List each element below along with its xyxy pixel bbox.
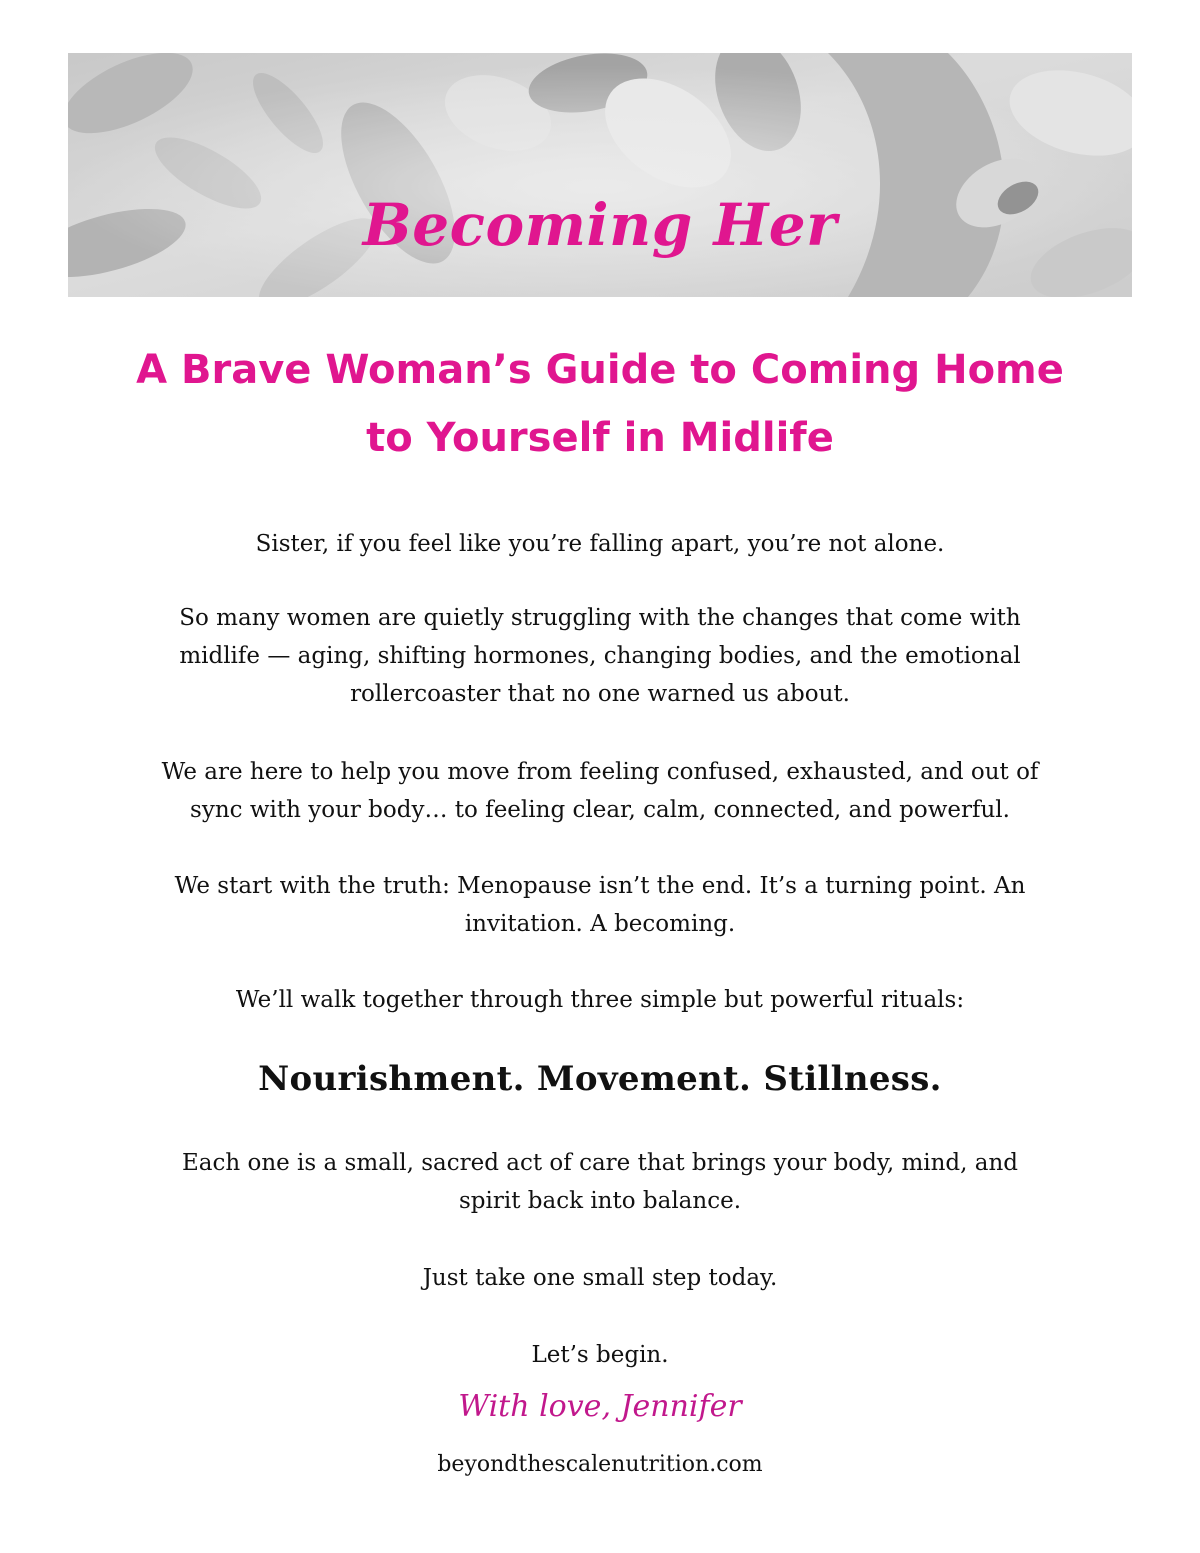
step-paragraph: [90, 1259, 1110, 1297]
truth-line-1: We start with the truth: Menopause isn’t the end. It’s a turning point. An: [174, 873, 1026, 899]
rituals-pillars: Nourishment. Movement. Stillness.: [258, 1059, 942, 1099]
signature: With love, Jennifer: [458, 1389, 742, 1424]
care-paragraph: [90, 1144, 1110, 1220]
care-line-1: Each one is a small, sacred act of care that brings your body, mind, and: [181, 1150, 1019, 1176]
struggle-paragraph: [90, 599, 1110, 713]
help-line-1: We are here to help you move from feeling confused, exhausted, and out of: [161, 759, 1039, 785]
struggle-line-1: So many women are quietly struggling with the changes that come with: [179, 605, 1021, 631]
step-text: Just take one small step today.: [422, 1265, 778, 1291]
help-paragraph: [90, 753, 1110, 829]
truth-line-2: invitation. A becoming.: [464, 911, 736, 937]
begin-text: Let’s begin.: [531, 1342, 669, 1368]
page-title-line-1: A Brave Woman’s Guide to Coming Home: [136, 347, 1064, 393]
struggle-line-3: rollercoaster that no one warned us about.: [350, 681, 850, 707]
floral-background-image: [68, 53, 1132, 297]
rituals-intro-text: We’ll walk together through three simple but powerful rituals:: [235, 987, 965, 1013]
website-url: beyondthescalenutrition.com: [437, 1452, 763, 1477]
page-title-line-2: to Yourself in Midlife: [366, 415, 834, 461]
truth-paragraph: [90, 867, 1110, 943]
intro-paragraph: [90, 525, 1110, 563]
header-banner: [68, 53, 1132, 297]
page-title: [60, 336, 1140, 472]
begin-paragraph: [90, 1336, 1110, 1374]
intro-text: Sister, if you feel like you’re falling apart, you’re not alone.: [255, 531, 945, 557]
struggle-line-2: midlife — aging, shifting hormones, changing bodies, and the emotional: [179, 643, 1021, 669]
rituals-intro-paragraph: [90, 981, 1110, 1019]
care-line-2: spirit back into balance.: [458, 1188, 742, 1214]
banner-title: Becoming Her: [362, 191, 838, 259]
help-line-2: sync with your body… to feeling clear, calm, connected, and powerful.: [190, 797, 1010, 823]
